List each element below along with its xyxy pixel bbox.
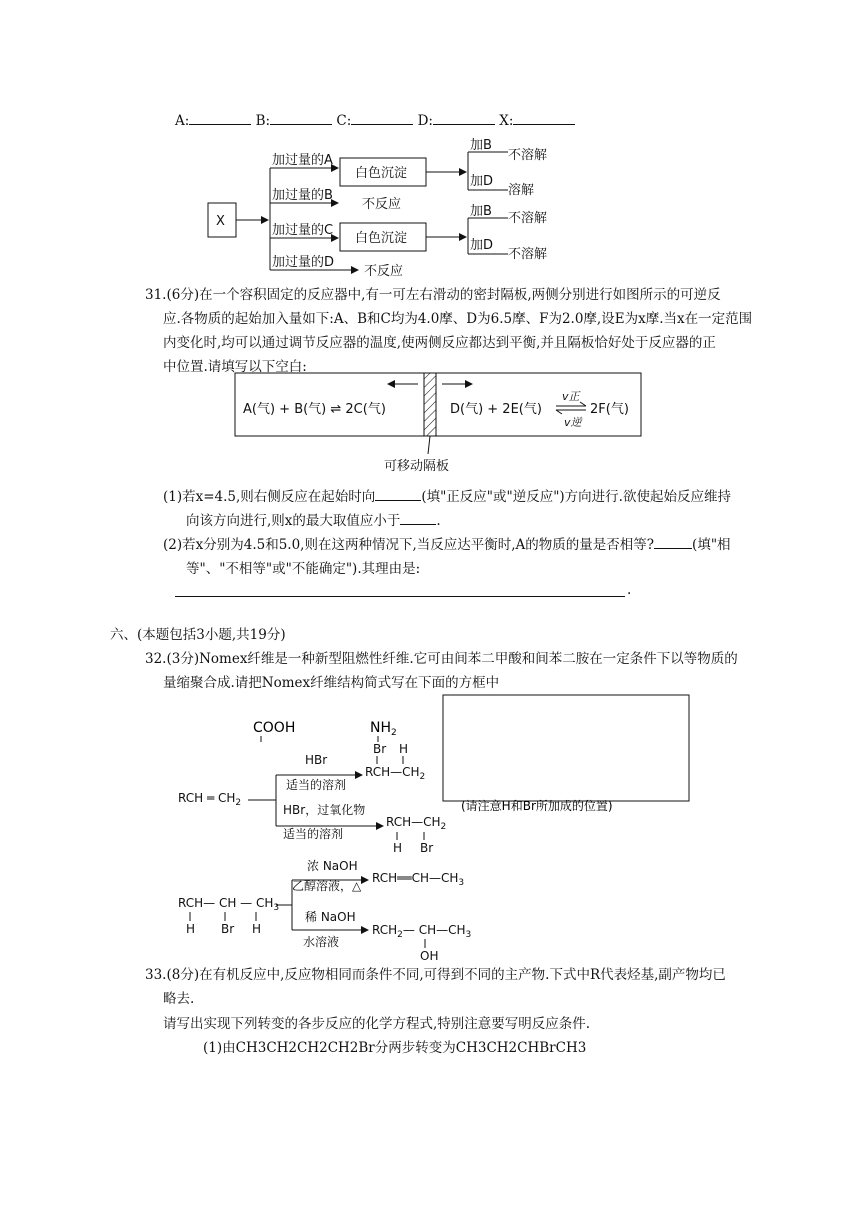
q33-line-3: 请写出实现下列转变的各步反应的化学方程式,特别注意要写明反应条件. bbox=[163, 1016, 591, 1032]
v-forward: v正 bbox=[562, 390, 580, 403]
s1-start: RCH ═ $CH_2$ bbox=[178, 791, 242, 808]
insoluble-3: 不溶解 bbox=[508, 247, 548, 262]
q31-line-3: 内变化时,均可以通过调节反应器的温度,使两侧反应都达到平衡,并且隔板恰好处于反应器的正 bbox=[163, 335, 716, 351]
q31-sub1-line1: (1)若x=4.5,则右侧反应在起始时向 (填"正反应"或"逆反应")方向进行.欲使起始反应维持 bbox=[163, 485, 731, 509]
add-d-1: 加D bbox=[470, 174, 494, 189]
q31-blank-direction[interactable] bbox=[375, 486, 421, 501]
white-ppt-2: 白色沉淀 bbox=[355, 231, 408, 246]
q33-line-1: 33.(8分)在有机反应中,反应物相同而条件不同,可得到不同的主产物.下式中R代表烃基,副产物均已 bbox=[145, 967, 726, 983]
s2-start-br: Br bbox=[221, 922, 235, 936]
q32-scheme-diagram bbox=[0, 690, 865, 970]
q31-line-2: 应.各物质的起始加入量如下:A、B和C均为4.0摩、D为6.5摩、F为2.0摩,设E为x摩.当x在一定范围 bbox=[163, 311, 753, 327]
q31-sub2-line2: 等"、"不相等"或"不能确定").其理由是: bbox=[186, 561, 421, 577]
s2-start-h: H bbox=[186, 922, 196, 936]
nomex-answer-box[interactable] bbox=[443, 695, 689, 801]
s1-p2-h: H bbox=[393, 841, 403, 855]
no-reaction-1: 不反应 bbox=[362, 197, 402, 212]
insoluble-2: 不溶解 bbox=[508, 211, 548, 226]
s2-p2: $RCH_2—$ $CH—CH_3$ bbox=[372, 923, 472, 940]
s1-r2-top: HBr，过氧化物 bbox=[283, 803, 366, 817]
s1-p1-h: H bbox=[399, 742, 409, 756]
branch-b-label: 加过量的B bbox=[272, 188, 333, 203]
q33-sub1: (1)由CH3CH2CH2CH2Br分两步转变为CH3CH2CHBrCH3 bbox=[203, 1040, 587, 1056]
s2-p1: $RCH══CH—CH_3$ bbox=[372, 871, 465, 888]
branch-c-label: 加过量的C bbox=[272, 223, 334, 238]
add-b-1: 加B bbox=[470, 138, 492, 153]
soluble-1: 溶解 bbox=[508, 183, 535, 198]
s1-p2-br: Br bbox=[420, 841, 434, 855]
no-reaction-2: 不反应 bbox=[364, 264, 404, 279]
q32-line-2: 量缩聚合成.请把Nomex纤维结构简式写在下面的方框中 bbox=[163, 675, 500, 691]
q31-blank-equal[interactable] bbox=[654, 534, 692, 549]
s1-r1-top: HBr bbox=[305, 753, 328, 767]
s1-p1-br: Br bbox=[373, 742, 387, 756]
answer-label-a: A: bbox=[175, 113, 190, 129]
s2-start: RCH— CH — $CH_3$ bbox=[178, 896, 280, 913]
section-6-heading: 六、(本题包括3小题,共19分) bbox=[110, 627, 286, 643]
s2-r1-bottom: 乙醇溶液，△ bbox=[292, 879, 362, 893]
s2-start-h2: H bbox=[252, 922, 262, 936]
s1-r2-bottom: 适当的溶剂 bbox=[283, 827, 344, 841]
partition-icon[interactable] bbox=[424, 373, 436, 436]
q32-line-1: 32.(3分)Nomex纤维是一种新型阻燃性纤维.它可由间苯二甲酸和间苯二胺在一定条件下以等物质的 bbox=[145, 651, 738, 667]
answer-label-d: D: bbox=[417, 113, 433, 129]
cooh-label: COOH bbox=[253, 720, 296, 736]
box-note: (请注意H和Br所加成的位置) bbox=[461, 799, 613, 813]
q31-reason-line[interactable] bbox=[175, 582, 625, 597]
q31-reactor-diagram bbox=[0, 370, 865, 480]
q31-blank-xmax[interactable] bbox=[400, 510, 436, 525]
q31-reason-period: . bbox=[627, 582, 632, 598]
s1-p1: $RCH—CH_2$ bbox=[365, 765, 426, 782]
add-b-2: 加B bbox=[470, 204, 492, 219]
right-reaction: D(气) + 2E(气) bbox=[450, 402, 542, 417]
left-reaction: A(气) + B(气) ⇌ 2C(气) bbox=[243, 402, 386, 417]
branch-a-label: 加过量的A bbox=[272, 153, 333, 168]
s2-r2-bottom: 水溶液 bbox=[303, 935, 340, 949]
s1-p2: $RCH—CH_2$ bbox=[386, 815, 447, 832]
q31-line-4: 中位置.请填写以下空白: bbox=[163, 359, 307, 375]
answer-label-c: C: bbox=[336, 113, 352, 129]
q30-flow-diagram bbox=[0, 0, 865, 290]
v-reverse: v逆 bbox=[564, 416, 582, 429]
insoluble-1: 不溶解 bbox=[508, 148, 548, 163]
nh2-label: $NH_2$ bbox=[370, 720, 397, 738]
q31-sub2-line1: (2)若x分别为4.5和5.0,则在这两种情况下,当反应达平衡时,A的物质的量是否相等? (填"相 bbox=[163, 533, 731, 557]
s1-r1-bottom: 适当的溶剂 bbox=[286, 778, 347, 792]
s2-r1-top: 浓 NaOH bbox=[307, 859, 358, 873]
q31-sub1-line2: 向该方向进行,则x的最大取值应小于 . bbox=[186, 509, 441, 533]
s2-p2-oh: OH bbox=[420, 949, 439, 963]
s2-r2-top: 稀 NaOH bbox=[305, 910, 356, 924]
q31-line-1: 31.(6分)在一个容积固定的反应器中,有一可左右滑动的密封隔板,两侧分别进行如图所示的可逆反 bbox=[145, 287, 721, 303]
partition-label: 可移动隔板 bbox=[384, 459, 450, 474]
answer-label-x: X: bbox=[499, 113, 514, 129]
branch-d-label: 加过量的D bbox=[272, 255, 335, 270]
answer-label-b: B: bbox=[255, 113, 271, 129]
right-product: 2F(气) bbox=[590, 402, 629, 417]
x-label: X bbox=[216, 214, 225, 229]
white-ppt-1: 白色沉淀 bbox=[355, 166, 408, 181]
q33-line-2: 略去. bbox=[163, 991, 195, 1007]
add-d-2: 加D bbox=[470, 238, 494, 253]
